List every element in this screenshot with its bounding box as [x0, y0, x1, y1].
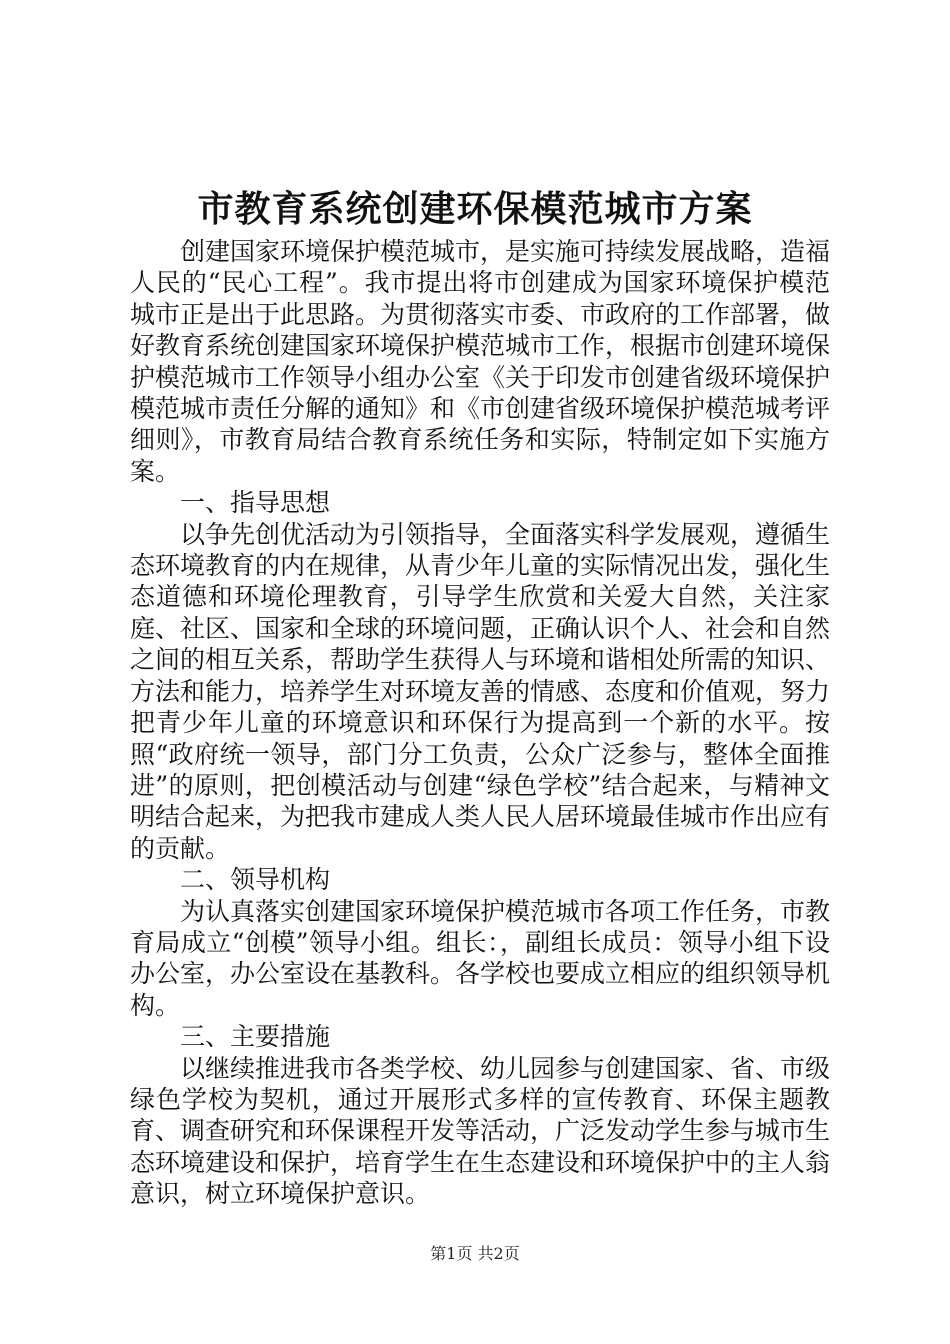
document-title: 市教育系统创建环保模范城市方案	[197, 188, 753, 230]
paragraph-intro: 创建国家环境保护模范城市，是实施可持续发展战略，造福人民的“民心工程”。我市提出将市创建成为国家环境保护模范城市正是出于此思路。为贯彻落实市委、市政府的工作部署，做好教育系统创建国家环境保护模范城市工作，根据市创建环境保护模范城市工作领导小组办公室《关于印发市创建省级环境保护模范城市责任分解的通知》和《市创建省级环境保护模范城考评细则》，市教育局结合教育系统任务和实际，特制定如下实施方案。	[130, 237, 831, 486]
document-body	[130, 236, 830, 1210]
section-heading-leadership: 二、领导机构	[180, 865, 331, 895]
paragraph-guiding-ideology: 以争先创优活动为引领指导，全面落实科学发展观，遵循生态环境教育的内在规律，从青少年儿童的实际情况出发，强化生态道德和环境伦理教育，引导学生欣赏和关爱大自然，关注家庭、社区、国家和全球的环境问题，正确认识个人、社会和自然之间的相互关系，帮助学生获得人与环境和谐相处所需的知识、方法和能力，培养学生对环境友善的情感、态度和价值观，努力把青少年儿童的环境意识和环保行为提高到一个新的水平。按照“政府统一领导，部门分工负责，公众广泛参与，整体全面推进”的原则，把创模活动与创建“绿色学校”结合起来，与精神文明结合起来，为把我市建成人类人民人居环境最佳城市作出应有的贡献。	[130, 519, 831, 863]
paragraph-measures: 以继续推进我市各类学校、幼儿园参与创建国家、省、市级绿色学校为契机，通过开展形式多样的宣传教育、环保主题教育、调查研究和环保课程开发等活动，广泛发动学生参与城市生态环境建设和保护，培育学生在生态建设和环境保护中的主人翁意识，树立环境保护意识。	[130, 1053, 831, 1209]
section-heading-measures: 三、主要措施	[180, 1022, 331, 1052]
paragraph-leadership: 为认真落实创建国家环境保护模范城市各项工作任务，市教育局成立“创模”领导小组。组长：，副组长成员：领导小组下设办公室，办公室设在基教科。各学校也要成立相应的组织领导机构。	[130, 896, 831, 1020]
page-number-footer: 第1页 共2页	[430, 1244, 520, 1263]
section-heading-guiding-ideology: 一、指导思想	[180, 488, 331, 518]
